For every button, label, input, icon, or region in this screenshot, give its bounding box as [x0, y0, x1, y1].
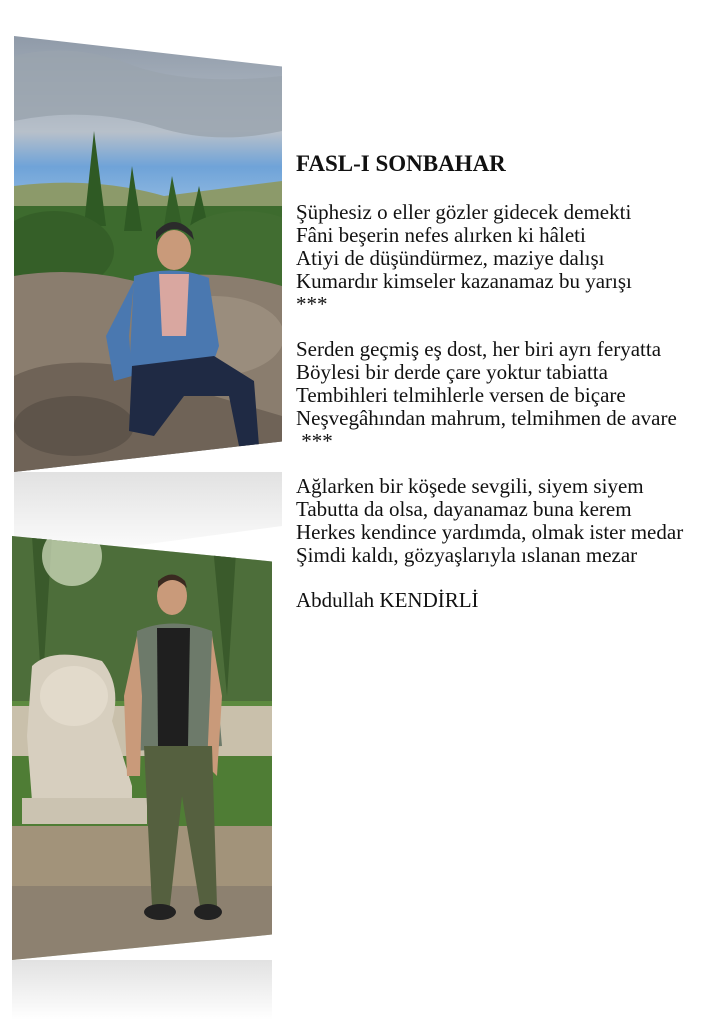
photo-sitting-on-rock [14, 36, 282, 472]
stanza-separator: *** [296, 429, 333, 453]
poem-line: Herkes kendince yardımda, olmak ister medar [296, 520, 684, 544]
poem-line: Fâni beşerin nefes alırken ki hâleti [296, 223, 586, 247]
poem-line: Şimdi kaldı, gözyaşlarıyla ıslanan mezar [296, 543, 638, 567]
poem-line: Tembihleri telmihlerle versen de biçare [296, 383, 626, 407]
poem-line: Atiyi de düşündürmez, maziye dalışı [296, 246, 605, 270]
poem-line: Böylesi bir derde çare yoktur tabiatta [296, 360, 608, 384]
poem-line: Şüphesiz o eller gözler gidecek demekti [296, 200, 632, 224]
poem-title: FASL-I SONBAHAR [296, 151, 506, 176]
photo-frame [14, 36, 282, 472]
photo-frame [12, 536, 272, 960]
poem [296, 152, 708, 612]
stanza-3 [296, 475, 708, 567]
photo-reflection [12, 960, 272, 1020]
poem-line: Neşvegâhından mahrum, telmihmen de avare [296, 406, 677, 430]
photo-illustration [12, 536, 272, 960]
poem-author: Abdullah KENDİRLİ [296, 588, 479, 612]
poem-line: Tabutta da olsa, dayanamaz buna kerem [296, 497, 632, 521]
photo-illustration [14, 36, 282, 472]
stanza-1 [296, 201, 708, 316]
poem-line: Ağlarken bir köşede sevgili, siyem siyem [296, 474, 644, 498]
poem-line: Serden geçmiş eş dost, her biri ayrı feryatta [296, 337, 662, 361]
stanza-2 [296, 338, 708, 453]
photo-standing-by-lion [12, 536, 272, 960]
poem-line: Kumardır kimseler kazanamaz bu yarışı [296, 269, 632, 293]
stanza-separator: *** [296, 292, 328, 316]
